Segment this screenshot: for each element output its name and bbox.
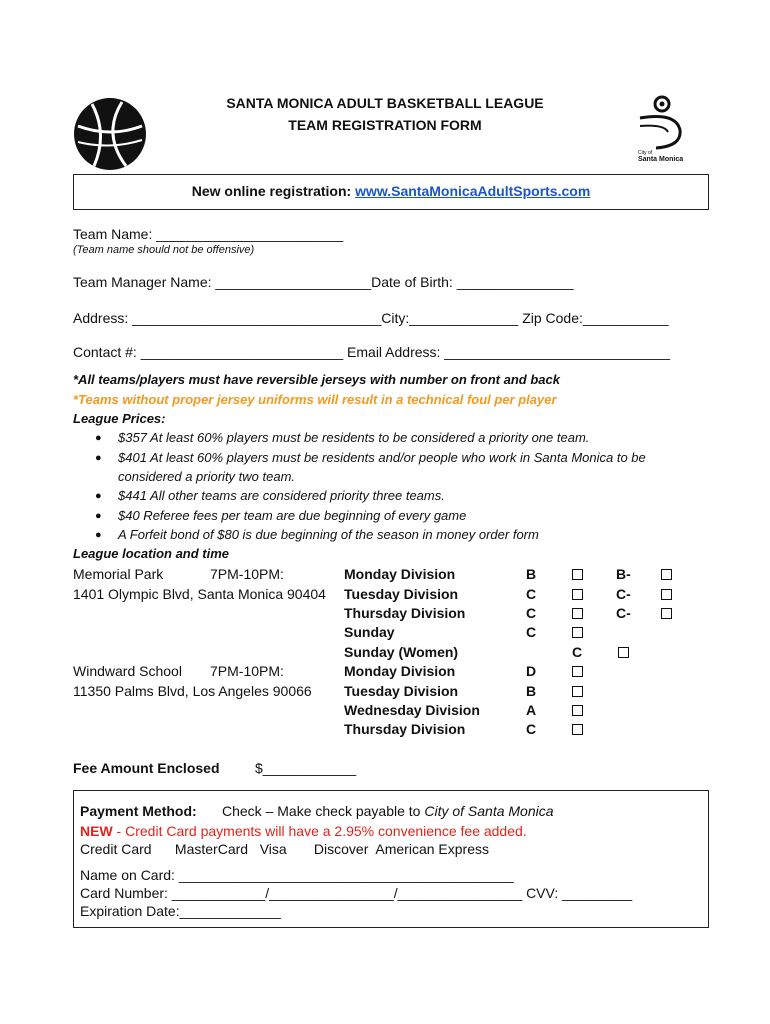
division-level: B: [526, 566, 537, 582]
division-checkbox[interactable]: [661, 608, 672, 619]
division-level: C: [526, 624, 537, 640]
location-name: Memorial Park: [73, 566, 164, 582]
check-text: Check – Make check payable to: [222, 803, 425, 819]
division-checkbox[interactable]: [661, 569, 672, 580]
division-level: D: [526, 663, 537, 679]
division-level: C: [526, 586, 537, 602]
division-name: Sunday: [344, 624, 395, 640]
payment-method-label: Payment Method:: [80, 803, 197, 819]
logo-text: [638, 150, 683, 163]
division-name: Tuesday Division: [344, 683, 459, 699]
price-item-continued: considered a priority two team.: [118, 469, 296, 484]
manager-dob-field[interactable]: Team Manager Name: ____________________Date of Birth: _______________: [73, 274, 574, 290]
fee-amount-field[interactable]: $____________: [255, 760, 357, 776]
division-level: C-: [616, 586, 631, 602]
location-heading: League location and time: [73, 546, 230, 561]
check-instructions: [222, 803, 554, 819]
location-address: 1401 Olympic Blvd, Santa Monica 90404: [73, 586, 326, 602]
name-on-card-field[interactable]: Name on Card: ___________________________________________: [80, 867, 514, 883]
page-title: SANTA MONICA ADULT BASKETBALL LEAGUE: [226, 95, 544, 111]
division-level: C-: [616, 605, 631, 621]
location-time: 7PM-10PM:: [210, 566, 284, 582]
credit-card-fee-text: - Credit Card payments will have a 2.95% convenience fee added.: [112, 823, 527, 839]
jersey-rule: *All teams/players must have reversible jerseys with number on front and back: [73, 372, 560, 387]
division-name: Thursday Division: [344, 721, 466, 737]
logo-text-line2: Santa Monica: [638, 156, 684, 163]
expiration-date-field[interactable]: Expiration Date:_____________: [80, 903, 281, 919]
location-address: 11350 Palms Blvd, Los Angeles 90066: [73, 683, 312, 699]
prices-heading: League Prices:: [73, 411, 166, 426]
page-subtitle: TEAM REGISTRATION FORM: [288, 117, 482, 133]
registration-link[interactable]: www.SantaMonicaAdultSports.com: [355, 183, 591, 199]
check-payee: City of Santa Monica: [424, 803, 554, 819]
division-checkbox[interactable]: [572, 608, 583, 619]
fee-label: Fee Amount Enclosed: [73, 760, 220, 776]
contact-email-field[interactable]: Contact #: __________________________ Email Address: _____________________________: [73, 344, 671, 360]
division-level: B-: [616, 566, 631, 582]
division-name: Thursday Division: [344, 605, 466, 621]
division-checkbox[interactable]: [572, 686, 583, 697]
uniform-warning: *Teams without proper jersey uniforms will result in a technical foul per player: [73, 392, 557, 407]
division-level: B: [526, 683, 537, 699]
card-options[interactable]: Credit Card MasterCard Visa Discover American Express: [80, 841, 489, 857]
division-checkbox[interactable]: [572, 705, 583, 716]
division-checkbox[interactable]: [572, 666, 583, 677]
division-checkbox[interactable]: [572, 724, 583, 735]
location-name: Windward School: [73, 663, 182, 679]
new-badge: NEW: [80, 823, 113, 839]
division-checkbox[interactable]: [572, 569, 583, 580]
online-registration-text: [74, 183, 708, 199]
division-checkbox[interactable]: [618, 647, 629, 658]
team-name-field[interactable]: Team Name: ________________________: [73, 226, 344, 242]
division-name: Sunday (Women): [344, 644, 459, 660]
division-checkbox[interactable]: [572, 627, 583, 638]
online-registration-box: [73, 174, 709, 210]
location-time: 7PM-10PM:: [210, 663, 284, 679]
price-item: $401 At least 60% players must be residents and/or people who work in Santa Monica to be: [118, 450, 646, 465]
division-name: Wednesday Division: [344, 702, 480, 718]
address-field[interactable]: Address: ________________________________City:______________ Zip Code:___________: [73, 310, 669, 326]
division-level: C: [572, 644, 583, 660]
division-level: C: [526, 721, 537, 737]
online-registration-label: New online registration:: [191, 183, 356, 199]
division-name: Monday Division: [344, 566, 456, 582]
credit-card-notice: [80, 823, 527, 839]
price-item: $441 All other teams are considered priority three teams.: [118, 488, 445, 503]
price-item: A Forfeit bond of $80 is due beginning of the season in money order form: [118, 527, 539, 542]
division-checkbox[interactable]: [661, 589, 672, 600]
logo-text-line1: City of: [638, 150, 653, 156]
division-level: C: [526, 605, 537, 621]
division-checkbox[interactable]: [572, 589, 583, 600]
price-item: $357 At least 60% players must be residents to be considered a priority one team.: [118, 430, 590, 445]
division-name: Monday Division: [344, 663, 456, 679]
card-number-field[interactable]: Card Number: ____________/________________/________________ CVV: _________: [80, 885, 633, 901]
price-item: $40 Referee fees per team are due beginning of every game: [118, 508, 467, 523]
division-level: A: [526, 702, 537, 718]
team-name-note: (Team name should not be offensive): [73, 244, 255, 256]
division-name: Tuesday Division: [344, 586, 459, 602]
